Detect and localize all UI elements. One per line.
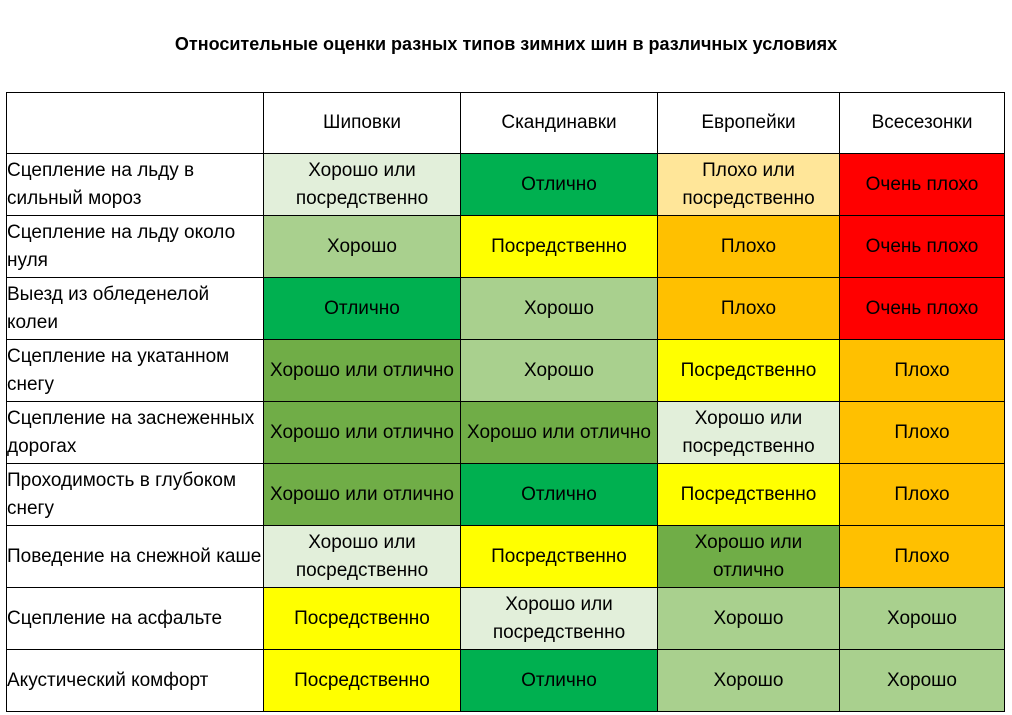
rating-cell: Хорошо [461,278,658,340]
rating-cell: Посредственно [461,216,658,278]
rating-cell: Хорошо [658,650,840,712]
ratings-table [6,92,1005,712]
column-header-all-season: Всесезонки [840,93,1005,154]
rating-cell: Хорошо или отлично [264,402,461,464]
rating-cell: Очень плохо [840,154,1005,216]
rating-cell: Плохо [840,402,1005,464]
table-row [7,650,1005,712]
rating-cell: Отлично [461,154,658,216]
table-row [7,216,1005,278]
rating-cell: Хорошо [840,588,1005,650]
rating-cell: Хорошо или отлично [264,464,461,526]
table-row [7,154,1005,216]
row-label: Выезд из обледенелой колеи [7,278,264,340]
rating-cell: Очень плохо [840,278,1005,340]
row-label: Сцепление на льду около нуля [7,216,264,278]
rating-cell: Посредственно [264,588,461,650]
rating-cell: Посредственно [264,650,461,712]
rating-cell: Очень плохо [840,216,1005,278]
rating-cell: Хорошо или посредственно [264,526,461,588]
rating-cell: Хорошо или посредственно [658,402,840,464]
rating-cell: Плохо или посредственно [658,154,840,216]
rating-cell: Плохо [658,216,840,278]
rating-cell: Отлично [264,278,461,340]
table-row [7,526,1005,588]
rating-cell: Хорошо или посредственно [461,588,658,650]
row-label: Сцепление на льду в сильный мороз [7,154,264,216]
rating-cell: Плохо [840,464,1005,526]
row-label: Акустический комфорт [7,650,264,712]
row-label: Проходимость в глубоком снегу [7,464,264,526]
column-header-scandinavian: Скандинавки [461,93,658,154]
column-header-studded: Шиповки [264,93,461,154]
table-row [7,464,1005,526]
row-label: Сцепление на заснеженных дорогах [7,402,264,464]
table-row [7,402,1005,464]
rating-cell: Плохо [840,526,1005,588]
rating-cell: Хорошо или отлично [658,526,840,588]
rating-cell: Отлично [461,464,658,526]
row-label: Сцепление на асфальте [7,588,264,650]
rating-cell: Плохо [840,340,1005,402]
rating-cell: Посредственно [461,526,658,588]
rating-cell: Хорошо [264,216,461,278]
table-row [7,278,1005,340]
table-row [7,588,1005,650]
rating-cell: Посредственно [658,464,840,526]
corner-cell [7,93,264,154]
rating-cell: Хорошо или отлично [461,402,658,464]
row-label: Поведение на снежной каше [7,526,264,588]
rating-cell: Хорошо [658,588,840,650]
rating-cell: Хорошо [840,650,1005,712]
rating-cell: Плохо [658,278,840,340]
header-row [7,93,1005,154]
rating-cell: Хорошо или посредственно [264,154,461,216]
column-header-european: Европейки [658,93,840,154]
table-row [7,340,1005,402]
table-body [7,154,1005,712]
page-title: Относительные оценки разных типов зимних шин в различных условиях [174,34,838,54]
row-label: Сцепление на укатанном снегу [7,340,264,402]
rating-cell: Посредственно [658,340,840,402]
rating-cell: Отлично [461,650,658,712]
rating-cell: Хорошо [461,340,658,402]
rating-cell: Хорошо или отлично [264,340,461,402]
